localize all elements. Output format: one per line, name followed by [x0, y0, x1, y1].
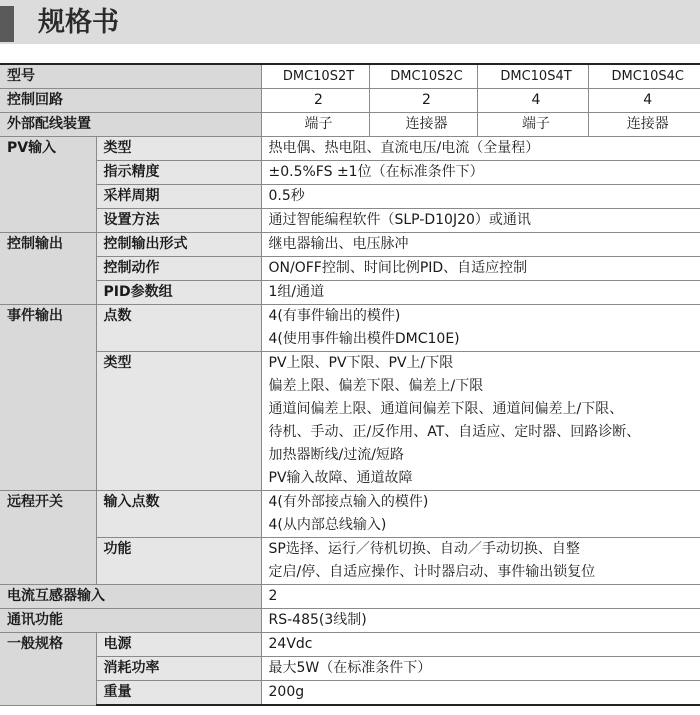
model-3: DMC10S4T [477, 65, 588, 89]
event-type-line: PV输入故障、通道故障 [268, 470, 413, 486]
pid-group-label: PID参数组 [96, 281, 261, 305]
ct-input-label: 电流互感器输入 [0, 585, 261, 609]
event-type-line: 偏差上限、偏差下限、偏差上/下限 [268, 378, 484, 394]
row-pv-setting [0, 209, 700, 233]
row-remote-points [0, 491, 700, 538]
wiring-value: 端子 [261, 113, 369, 137]
row-consumption [0, 657, 700, 681]
event-points-line: 4(有事件输出的模件) [268, 308, 401, 324]
header-accent-bar [0, 6, 14, 42]
row-ct-input [0, 585, 700, 609]
remote-function-line: SP选择、运行／待机切换、自动／手动切换、自整 [268, 541, 580, 557]
control-output-label: 控制输出 [0, 233, 96, 305]
control-loops-value: 2 [369, 89, 477, 113]
event-points-line: 4(使用事件输出模件DMC10E) [268, 331, 460, 347]
output-form-label: 控制输出形式 [96, 233, 261, 257]
remote-points-value [261, 491, 700, 538]
model-1: DMC10S2T [261, 65, 369, 89]
comm-value: RS-485(3线制) [261, 609, 700, 633]
row-power [0, 633, 700, 657]
row-pid-group [0, 281, 700, 305]
wiring-label: 外部配线装置 [0, 113, 261, 137]
row-output-form [0, 233, 700, 257]
model-label: 型号 [0, 65, 261, 89]
pv-setting-value: 通过智能编程软件（SLP-D10J20）或通讯 [261, 209, 700, 233]
row-comm [0, 609, 700, 633]
wiring-value: 连接器 [369, 113, 477, 137]
pv-sampling-value: 0.5秒 [261, 185, 700, 209]
row-weight [0, 681, 700, 706]
control-loops-label: 控制回路 [0, 89, 261, 113]
model-2: DMC10S2C [369, 65, 477, 89]
output-form-value: 继电器输出、电压脉冲 [261, 233, 700, 257]
control-action-label: 控制动作 [96, 257, 261, 281]
pid-group-value: 1组/通道 [261, 281, 700, 305]
row-event-points [0, 305, 700, 352]
row-control-loops [0, 89, 700, 113]
model-4: DMC10S4C [588, 65, 700, 89]
pv-accuracy-value: ±0.5%FS ±1位（在标准条件下） [261, 161, 700, 185]
remote-points-line: 4(有外部接点输入的模件) [268, 494, 429, 510]
event-type-line: 通道间偏差上限、通道间偏差下限、通道间偏差上/下限、 [268, 401, 624, 417]
pv-type-value: 热电偶、热电阻、直流电压/电流（全量程） [261, 137, 700, 161]
ct-input-value: 2 [261, 585, 700, 609]
control-loops-value: 4 [588, 89, 700, 113]
event-output-label: 事件输出 [0, 305, 96, 491]
comm-label: 通讯功能 [0, 609, 261, 633]
spec-table [0, 65, 700, 706]
section-header [0, 0, 700, 44]
consumption-label: 消耗功率 [96, 657, 261, 681]
weight-value: 200g [261, 681, 700, 706]
row-pv-sampling [0, 185, 700, 209]
pv-accuracy-label: 指示精度 [96, 161, 261, 185]
pv-input-label: PV输入 [0, 137, 96, 233]
power-label: 电源 [96, 633, 261, 657]
control-loops-value: 4 [477, 89, 588, 113]
row-pv-type [0, 137, 700, 161]
consumption-value: 最大5W（在标准条件下） [261, 657, 700, 681]
event-type-value [261, 352, 700, 491]
remote-function-value [261, 538, 700, 585]
event-points-value [261, 305, 700, 352]
pv-type-label: 类型 [96, 137, 261, 161]
power-value: 24Vdc [261, 633, 700, 657]
row-remote-function [0, 538, 700, 585]
weight-label: 重量 [96, 681, 261, 706]
wiring-value: 端子 [477, 113, 588, 137]
remote-switch-label: 远程开关 [0, 491, 96, 585]
row-wiring [0, 113, 700, 137]
row-event-type [0, 352, 700, 491]
event-points-label: 点数 [96, 305, 261, 352]
page-title: 规格书 [38, 7, 119, 38]
row-model [0, 65, 700, 89]
remote-function-line: 定启/停、自适应操作、计时器启动、事件输出锁复位 [268, 564, 596, 580]
remote-function-label: 功能 [96, 538, 261, 585]
wiring-value: 连接器 [588, 113, 700, 137]
event-type-line: PV上限、PV下限、PV上/下限 [268, 355, 454, 371]
event-type-label: 类型 [96, 352, 261, 491]
pv-sampling-label: 采样周期 [96, 185, 261, 209]
general-spec-label: 一般规格 [0, 633, 96, 706]
remote-points-label: 输入点数 [96, 491, 261, 538]
row-control-action [0, 257, 700, 281]
pv-setting-label: 设置方法 [96, 209, 261, 233]
event-type-line: 加热器断线/过流/短路 [268, 447, 404, 463]
event-type-line: 待机、手动、正/反作用、AT、自适应、定时器、回路诊断、 [268, 424, 641, 440]
control-loops-value: 2 [261, 89, 369, 113]
row-pv-accuracy [0, 161, 700, 185]
remote-points-line: 4(从内部总线输入) [268, 517, 387, 533]
control-action-value: ON/OFF控制、时间比例PID、自适应控制 [261, 257, 700, 281]
